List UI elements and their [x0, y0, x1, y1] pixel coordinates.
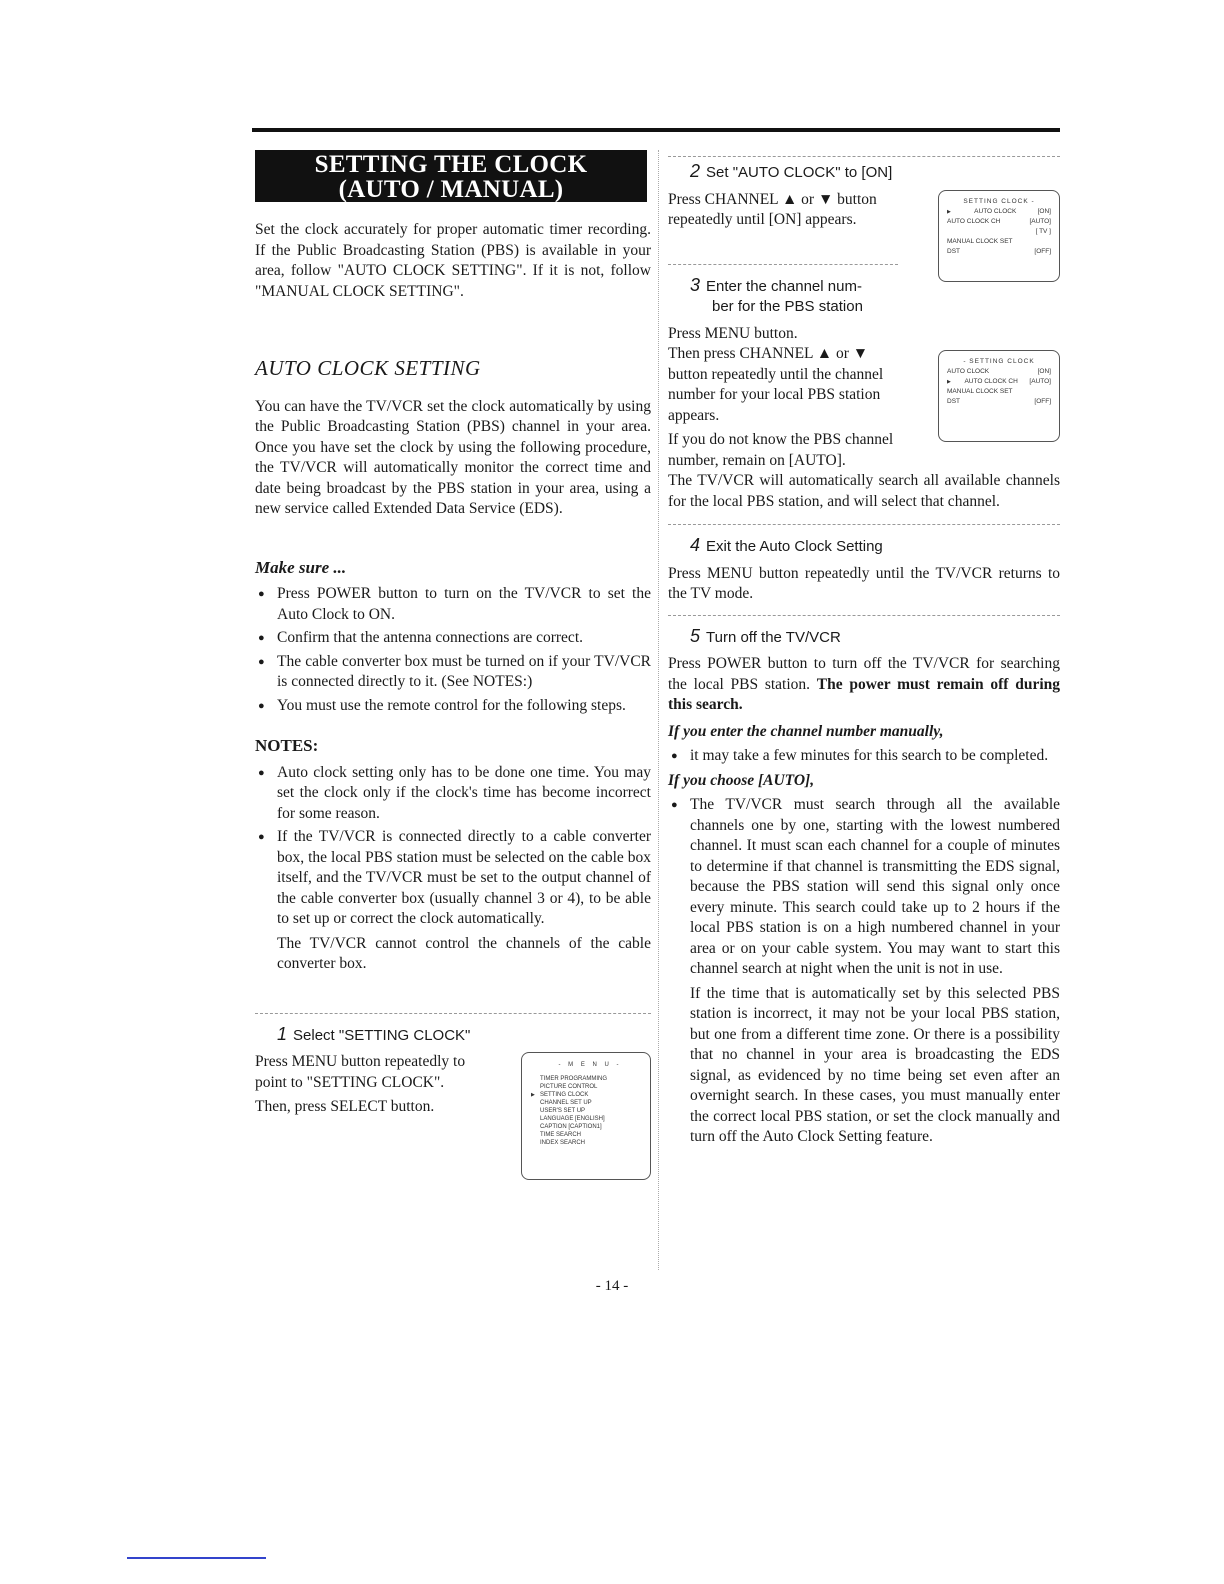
list-item: ● Auto clock setting only has to be done one time. You may set the clock only if the clock's time has become incorrect for some reason. [255, 763, 651, 825]
step2-title-text: Set "AUTO CLOCK" to [ON] [706, 164, 893, 181]
screen-label: MANUAL CLOCK SET [947, 237, 1013, 245]
make-sure-list [255, 584, 651, 716]
menu-row-selected: ▶ SETTING CLOCK [540, 1091, 640, 1099]
step5-body [668, 654, 1060, 716]
auto-clock-body: You can have the TV/VCR set the clock automatically by using the Public Broadcasting Station (PBS) channel in your area. Once you have set the clock by using the following procedure, the TV/VCR will automatically monitor the correct time and date being broadcast by the PBS station in your area, using a new service called Extended Data Service (EDS). [255, 397, 651, 517]
step3-body2: Then press CHANNEL ▲ or ▼ button repeatedly until the channel number for your local PBS station appears. [668, 345, 884, 424]
step1-title [255, 1024, 651, 1047]
page-title-line1: SETTING THE CLOCK [314, 151, 588, 178]
step3-block [668, 344, 1060, 471]
screen-label: DST [947, 247, 960, 255]
step4-title-text: Exit the Auto Clock Setting [706, 538, 883, 555]
column-divider [658, 150, 659, 1270]
screen-header: SETTING CLOCK - [963, 197, 1035, 205]
step2-body: Press CHANNEL ▲ or ▼ button repeatedly until [ON] appears. [668, 190, 877, 228]
step5-number: 5 [690, 625, 701, 646]
step3-body3: If you do not know the PBS channel number, remain on [AUTO]. [668, 431, 894, 469]
screen-value: [ TV ] [1035, 227, 1051, 235]
step1-number: 1 [277, 1023, 288, 1044]
page-title-line2: (AUTO / MANUAL) [338, 176, 564, 203]
step2-number: 2 [690, 161, 701, 181]
screen-row-auto-clock-ch [947, 377, 1051, 387]
step3-body1: Press MENU button. [668, 324, 798, 342]
screen-row-manual [947, 387, 1051, 397]
step1-text [255, 1052, 495, 1180]
page-number: - 14 - [595, 1278, 629, 1294]
menu-screen-header: - M E N U - [558, 1062, 622, 1068]
step1-body1: Press MENU button repeatedly to point to "SETTING CLOCK". [255, 1053, 466, 1091]
step3-title-line1: Enter the channel num- [706, 277, 862, 295]
screen-label: AUTO CLOCK [947, 368, 990, 375]
screen-row-dst [947, 247, 1051, 257]
screen-row-auto-clock [947, 207, 1051, 217]
setting-clock-screen-on [938, 190, 1060, 282]
screen-value: [AUTO] [1029, 217, 1051, 225]
separator [668, 615, 1060, 616]
screen-label: AUTO CLOCK CH [947, 217, 1001, 225]
page-title [255, 150, 647, 202]
screen-header: - SETTING CLOCK [963, 358, 1035, 365]
separator [668, 524, 1060, 525]
list-item: ● it may take a few minutes for this search to be completed. [668, 746, 1060, 767]
screen-label: ▶ AUTO CLOCK CH [964, 378, 1018, 385]
step3-text [668, 344, 908, 471]
screen-row-auto-clock [947, 367, 1051, 377]
setting-clock-screen-ch [938, 350, 1060, 442]
menu-row: LANGUAGE [ENGLISH] [540, 1116, 605, 1122]
step1-title-text: Select "SETTING CLOCK" [293, 1026, 471, 1044]
menu-row: TIME SEARCH [540, 1132, 582, 1138]
manual-heading: If you enter the channel number manually, [668, 722, 944, 740]
screen-row-auto-clock-ch [947, 217, 1051, 227]
manual-list [668, 746, 1060, 767]
menu-row: CHANNEL SET UP [540, 1100, 592, 1106]
menu-row: CAPTION [CAPTION1] [540, 1124, 602, 1130]
menu-row: TIMER PROGRAMMING [540, 1076, 607, 1082]
step3-title-line2: ber for the PBS station [712, 298, 863, 315]
step4-body: Press MENU button repeatedly until the TV/VCR returns to the TV mode. [668, 564, 1060, 602]
screen-row-manual [947, 237, 1051, 247]
step2-title [668, 161, 1060, 184]
step5-body-bold: The power must remain off during this search. [668, 675, 1060, 713]
notes-extra: The TV/VCR cannot control the channels of the cable converter box. [277, 934, 651, 972]
step1-body2: Then, press SELECT button. [255, 1098, 435, 1115]
screen-label: ▶ AUTO CLOCK [974, 207, 1017, 215]
auto-heading: If you choose [AUTO], [668, 771, 815, 789]
make-sure-heading: Make sure ... [255, 557, 347, 577]
step4-title [668, 535, 1060, 558]
list-item: ● If the TV/VCR is connected directly to a cable converter box, the local PBS station must be selected on the cable box itself, and the TV/VCR must be set to the output channel of the cable converter box (usually channel 3 or 4), to be able to set up or correct the clock automatically. [255, 827, 651, 930]
screen-label: DST [947, 398, 960, 405]
step2-block [668, 190, 1060, 282]
left-column [255, 220, 651, 1180]
separator [668, 156, 1060, 157]
top-rule [252, 128, 1060, 132]
separator [255, 1013, 651, 1014]
auto-clock-heading: AUTO CLOCK SETTING [255, 356, 481, 380]
screen-value: [ON] [1037, 207, 1051, 215]
list-item: ● The TV/VCR must search through all the available channels one by one, starting with the lowest numbered channel. It must scan each channel for a couple of minutes to determine if that channel is transmitting the EDS signal, because the PBS station will send this signal only once every minute. This search could take up to 2 hours if the local PBS station is on a high numbered channel in your area or on your cable system. You may want to start this channel search at night when the unit is not in use. [668, 795, 1060, 980]
screen-value: [AUTO] [1029, 378, 1051, 385]
step5-title [668, 626, 1060, 649]
step5-title-text: Turn off the TV/VCR [706, 628, 841, 646]
menu-row: PICTURE CONTROL [540, 1084, 598, 1090]
list-item: ● The cable converter box must be turned on if your TV/VCR is connected directly to it. (See NOTES:) [255, 652, 651, 693]
auto-list [668, 795, 1060, 980]
intro-paragraph: Set the clock accurately for proper automatic timer recording. If the Public Broadcasting Station (PBS) is available in your area, follow "AUTO CLOCK SETTING". If it is not, follow "MANUAL CLOCK SETTING". [255, 221, 651, 300]
menu-row: USER'S SET UP [540, 1108, 586, 1114]
auto-extra: If the time that is automatically set by this selected PBS station is incorrect, it may not be your local PBS station, but one from a different time zone. Or there is a possibility that no channel in your area is broadcasting the EDS signal, as evidenced by no time being set even after an overnight search. In these cases, you must manually enter the correct local PBS station, or set the clock manually and turn off the Auto Clock Setting feature. [690, 984, 1060, 1145]
step1-block [255, 1052, 651, 1180]
screen-row-sub [947, 227, 1051, 237]
list-item: ● You must use the remote control for the following steps. [255, 696, 651, 717]
menu-screen [521, 1052, 651, 1180]
notes-list [255, 763, 651, 930]
screen-value: [ON] [1037, 368, 1051, 375]
right-column [668, 160, 1060, 1148]
step3-number: 3 [690, 274, 701, 295]
step4-number: 4 [690, 535, 701, 555]
step3-body4: The TV/VCR will automatically search all available channels for the local PBS station, and will select that channel. [668, 472, 1060, 510]
screen-row-dst [947, 397, 1051, 407]
bottom-underline [127, 1557, 266, 1559]
step5-body-plain: Press POWER button to turn off the TV/VCR for searching the local PBS station. [668, 655, 1060, 693]
list-item: ● Press POWER button to turn on the TV/VCR to set the Auto Clock to ON. [255, 584, 651, 625]
list-item: ● Confirm that the antenna connections are correct. [255, 628, 651, 649]
screen-value: [OFF] [1034, 247, 1051, 255]
notes-heading: NOTES: [255, 736, 319, 755]
menu-row: INDEX SEARCH [540, 1140, 586, 1146]
screen-value: [OFF] [1034, 398, 1051, 405]
screen-label: MANUAL CLOCK SET [947, 388, 1013, 395]
